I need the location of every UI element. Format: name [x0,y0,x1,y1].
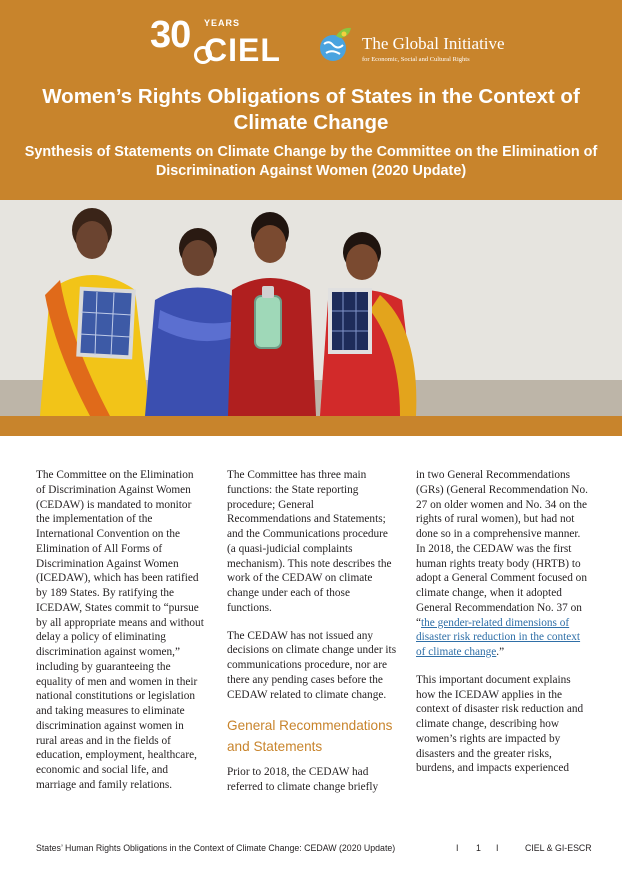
paragraph: Prior to 2018, the CEDAW had referred to climate change briefly [227,766,379,793]
footer-document-title: States’ Human Rights Obligations in the Context of Climate Change: CEDAW (2020 Update) [36,843,396,853]
photo-accent-band [0,416,622,436]
globe-leaf-icon [316,26,354,64]
paragraph [416,468,590,660]
paragraph: The Committee on the Elimination of Discrimination Against Women (CEDAW) is mandated to monitor the implementation of the International Convention on the Elimination of All Forms of Discrimination Against Women (ICEDAW), which has been ratified by 189 States. By ratifying the ICEDAW, States commit to “pursue by all appropriate means and without delay a policy of eliminating discrimination against women,” including by guaranteeing the equality of men and women in their national constitutions or legislation and taking measures to eliminate discrimination against women in rural areas and in the fields of education, employment, healthcare, economic and social life, and marriage and family relations. [36,469,204,791]
paragraph: The Committee has three main functions: the State reporting procedure; General Recommendations and Statements; and the Communications procedure (a quasi-judicial complaints mechanism). This note describes the work of the CEDAW on climate change under each of those functions. [227,469,392,614]
gr37-link[interactable]: the gender-related dimensions of disaster risk reduction in the context of climate change [416,616,581,658]
page-title: Women’s Rights Obligations of States in the Context of Climate Change [42,85,580,134]
ciel-logo-name: CIEL [204,32,281,68]
paragraph-text: in two General Recommendations (GRs) (General Recommendation No. 27 on older women and No. 34 on the rights of rural women), but had not done so in a comprehensive manner. In 2018, the CEDAW was the first human rights treaty body (HRTB) to adopt a General Comment focused on climate change, when it adopted General Recommendation No. 37 on “ [416,469,588,629]
gi-escr-logo[interactable] [316,24,516,74]
paragraph: The CEDAW has not issued any decisions on climate change under its communications procedure, nor are there any pending cases before the CEDAW related to climate change. [227,629,397,701]
women-with-solar-panels-illustration [0,200,622,416]
page-subtitle: Synthesis of Statements on Climate Change by the Committee on the Elimination of Discrimination Against Women (2020 Update) [24,144,598,179]
gi-logo-name: The Global Initiative [362,34,505,53]
cover-photo [0,200,622,416]
ciel-logo-years-number: 30 [150,14,191,56]
paragraph: This important document explains how the ICEDAW applies in the context of disaster risk reduction and climate change, describing how women’s rights are impacted by disasters and the greater risks, burdens, and impacts experienced [416,673,584,775]
gi-logo-subtitle: for Economic, Social and Cultural Rights [362,56,470,63]
header-banner [0,0,622,200]
page-number: 1 [476,843,481,853]
footer-organizations: CIEL & GI-ESCR [525,843,592,853]
ciel-logo-years-label: YEARS [204,18,241,28]
ciel-logo[interactable] [150,16,290,70]
body-column-3 [416,468,590,789]
paragraph-text-end: .” [496,646,505,658]
section-heading: General Recommendations and Statements [227,718,393,755]
footer-separator: I [496,843,499,853]
footer-separator: I [456,843,459,853]
body-column-2 [227,468,397,808]
body-column-1 [36,468,204,806]
